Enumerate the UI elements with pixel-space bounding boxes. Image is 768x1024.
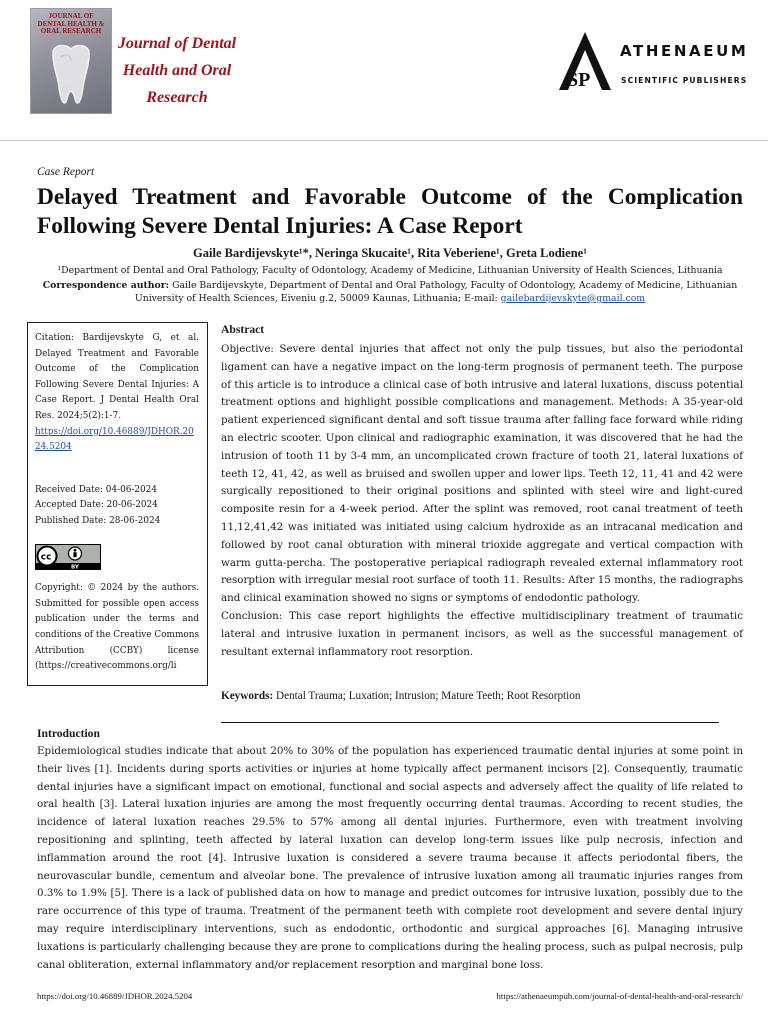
article-title: Delayed Treatment and Favorable Outcome of the Complication Following Severe Dental Injuries: A Case Report bbox=[37, 184, 743, 239]
keywords-divider bbox=[221, 722, 719, 723]
keywords-label: Keywords: bbox=[221, 690, 274, 702]
article-info-box bbox=[27, 322, 208, 686]
cover-title: JOURNAL OF DENTAL HEALTH & ORAL RESEARCH bbox=[37, 12, 105, 35]
logo-letters: SP bbox=[567, 69, 591, 91]
tooth-icon bbox=[45, 43, 97, 109]
affiliation: ¹Department of Dental and Oral Pathology, Faculty of Odontology, Academy of Medicine, Lithuanian University of Health Sciences, Lithuania bbox=[57, 265, 723, 276]
abstract-heading: Abstract bbox=[221, 323, 265, 336]
footer-doi-link[interactable]: https://doi.org/10.46889/JDHOR.2024.5204 bbox=[37, 991, 193, 1001]
correspondence-label: Correspondence author: bbox=[42, 280, 170, 291]
article-type: Case Report bbox=[37, 166, 95, 178]
abstract-objective: Objective: Severe dental injuries that affect not only the pulp tissues, but also the periodontal ligament can have a negative impact on the long-term prognosis of permanent teeth. The purpose of this article is to introduce a clinical case of both intrusive and lateral luxations, discuss potential treatment options and highlight possible complications and management. Methods: A 35-year-old patient experienced significant dental and soft tissue trauma after falling face forward while riding an electric scooter. Upon clinical and radiographic examination, it was discovered that he had the intrusion of tooth 11 by 3-4 mm, an uncomplicated crown fracture of tooth 21, lateral luxations of teeth 12, 41, 42, as well as bruised and swollen upper and lower lips. Teeth 12, 11, 41 and 42 were surgically repositioned to their original positions and splinted with steel wire and light-cured composite resin for a 4-week period. After the splint was removed, root canal treatment of teeth 11,12,41,42 was initiated was initiated using calcium hydroxide as an intracanal medication and followed by root canal obturation with mineral trioxide aggregate and vertical compaction with warm gutta-percha. The postoperative periapical radiograph revealed external inflammatory root resorption with irregular mesial root surface of tooth 11. Results: After 15 months, the radiographs and clinical examination showed no signs or symptoms of endodontic pathology. bbox=[221, 343, 743, 605]
abstract-conclusion: Conclusion: This case report highlights the effective multidisciplinary treatment of traumatic lateral and intrusive luxation in permanent incisors, as well as the successful management of resultant external inflammatory root resorption. bbox=[221, 609, 743, 658]
doi-link[interactable]: https://doi.org/10.46889/JDHOR.2024.5204 bbox=[35, 426, 194, 453]
author-list: Gaile Bardijevskyte¹*, Neringa Skucaite¹, Rita Veberiene¹, Greta Lodiene¹ bbox=[193, 246, 587, 260]
citation-text: Citation: Bardijevskyte G, et al. Delayed Treatment and Favorable Outcome of the Complication Following Severe Dental Injuries: A Case Report. J Dental Health Oral Res. 2024;5(2):1-7. bbox=[35, 333, 199, 421]
cc-by-license-icon[interactable] bbox=[35, 544, 101, 570]
athenaeum-logo-icon bbox=[555, 30, 615, 92]
introduction-body: Epidemiological studies indicate that about 20% to 30% of the population has experienced traumatic dental injuries at some point in their lives [1]. Incidents during sports activities or injuries at home typically affect permanent incisors [2]. Consequently, traumatic dental injuries have a significant impact on emotional, functional and social aspects and adversely affect the quality of life related to oral health [3]. Lateral luxation injuries are among the most frequently occurring dental traumas. According to recent studies, the incidence of lateral luxation reaches 29.5% to 57% among all dental injuries. Furthermore, even with treatment involving repositioning and splinting, teeth affected by lateral luxation can develop long-term issues like pulp necrosis, infection and inflammation around the root [4]. Intrusive luxation is considered a severe trauma because it affects periodontal fibers, the neurovascular bundle, cementum and alveolar bone. The prevalence of intrusive luxation among all traumatic injuries ranges from 0.3% to 1.9% [5]. There is a lack of published data on how to manage and predict outcomes for intrusive luxation, possibly due to the rare occurrence of this type of trauma. Treatment of the permanent teeth with complete root development and severe dental injury may require interdisciplinary interventions, such as endodontic, orthodontic and surgical approaches [6]. Managing intrusive luxations is particularly challenging because they are prone to complications during the healing process, such as pulpal necrosis, pulp canal obliteration, external inflammatory and/or replacement resorption and marginal bone loss. bbox=[37, 745, 743, 971]
received-date: Received Date: 04-06-2024 bbox=[35, 484, 157, 495]
accepted-date: Accepted Date: 20-06-2024 bbox=[35, 500, 158, 511]
correspondence bbox=[37, 279, 743, 305]
correspondence-email-link[interactable]: gailebardijevskyte@gmail.com bbox=[500, 293, 646, 304]
keywords bbox=[221, 690, 580, 702]
publisher-name: ATHENAEUM bbox=[620, 42, 749, 60]
svg-text:cc: cc bbox=[40, 552, 52, 563]
journal-name: Journal of Dental Health and Oral Research bbox=[117, 35, 237, 106]
publisher-subtitle: SCIENTIFIC PUBLISHERS bbox=[621, 76, 748, 85]
published-date: Published Date: 28-06-2024 bbox=[35, 515, 161, 526]
abstract-body bbox=[221, 341, 743, 661]
copyright-text: Copyright: © 2024 by the authors. Submitted for possible open access publication under the terms and conditions of the Creative Commons Attribution (CCBY) license (https://creativecommons.org/li bbox=[35, 583, 199, 672]
header-divider bbox=[0, 140, 768, 141]
introduction-heading: Introduction bbox=[37, 727, 100, 740]
journal-cover-image bbox=[30, 8, 112, 114]
cc-by-label: BY bbox=[71, 564, 79, 570]
keywords-list: Dental Trauma; Luxation; Intrusion; Mature Teeth; Root Resorption bbox=[276, 690, 581, 702]
correspondence-text: Gaile Bardijevskyte, Department of Dental and Oral Pathology, Faculty of Odontology, Academy of Medicine, Lithuanian University of Health Sciences, Eiveniu g.2, 50009 Kaunas, Lithuania; E-mail: bbox=[134, 280, 738, 304]
footer-journal-link[interactable]: https://athenaeumpub.com/journal-of-dental-health-and-oral-research/ bbox=[496, 991, 743, 1001]
